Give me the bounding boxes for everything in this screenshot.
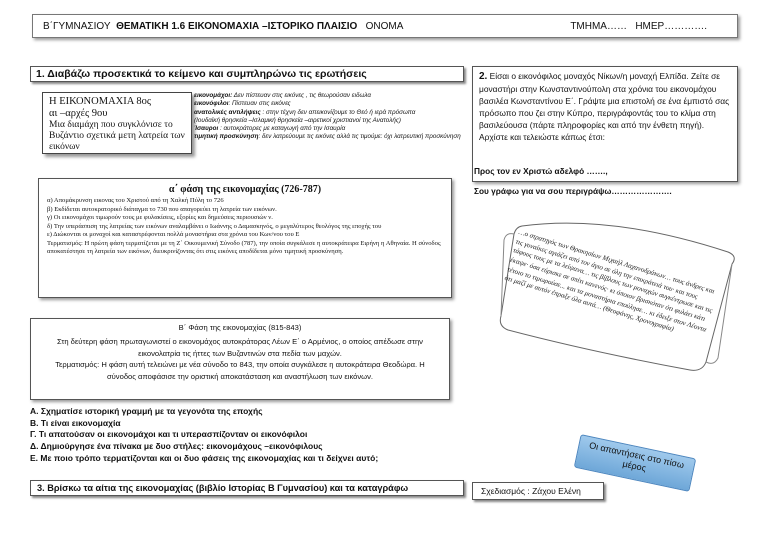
phase-a-line: β) Εκδίδεται αυτοκρατορικό διάταγμα το 730 που απαγορεύει τη λατρεία των εικόνων. <box>47 205 277 213</box>
definition-item: Ίσαυροι : αυτοκράτορες με καταγωγή από την Ισαυρία <box>194 125 346 133</box>
definition-item: (Ιουδαϊκή θρησκεία –Ισλαμική θρησκεία –αιρετικοί χριστιανοί της Ανατολής) <box>194 116 402 124</box>
phase-b-end: Τερματισμός: Η φάση αυτή τελειώνει με νέα σύνοδο το 843, την οποία συγκάλεσε η αυτοκράτειρα Θεοδώρα. Η σύνοδος αποφάσισε την οριστική αποκατάσταση και αναστήλωση των εικόνων. <box>55 360 425 381</box>
class-label: ΤΜΗΜΑ…… <box>570 21 627 32</box>
unit-title: ΘΕΜΑΤΙΚΗ 1.6 ΕΙΚΟΝΟΜΑΧΙΑ –ΙΣΤΟΡΙΚΟ ΠΛΑΙΣΙΟ <box>116 21 358 32</box>
task-item: Α. Σχηματίσε ιστορική γραμμή με τα γεγονότα της εποχής <box>30 406 263 416</box>
definitions-list <box>194 92 462 166</box>
school-label: Β΄ΓΥΜΝΑΣΙΟΥ <box>43 21 111 32</box>
design-credit: Σχεδιασμός : Ζάχου Ελένη <box>472 482 604 500</box>
phase-b-text: Στη δεύτερη φάση πρωταγωνιστεί ο εικονομάχος αυτοκράτορας Λέων Ε΄ ο Αρμένιος, ο οποίος απέδωσε στην εικονολατρία τις ήττες των Βυζαντινών στα πεδία των μαχών. <box>57 337 423 358</box>
phase-b-title: Β΄ Φάση της εικονομαχίας (815-843) <box>178 323 302 332</box>
task-item: Δ. Δημιούργησε ένα πίνακα με δυο στήλες: εικονομάχους –εικονόφιλους <box>30 440 323 451</box>
question-2-box <box>472 66 738 182</box>
phase-a-line: γ) Οι εικονομάχοι τιμωρούν τους με φυλακίσεις, εξορίες και δημεύσεις περιουσιών ν. <box>47 214 273 222</box>
topic-description: Μια διαμάχη που συγκλόνισε το Βυζάντιο σχετικά μετη λατρεία των εικόνων <box>49 120 185 152</box>
task-item: Γ. Τι απατούσαν οι εικονομάχοι και τι υπερασπίζονταν οι εικονόφιλοι <box>30 429 308 440</box>
task-item: Ε. Με ποιο τρόπο τερματίζονται και οι δυο φάσεις της εικονομαχίας και τι δείχνει αυτό; <box>30 452 379 463</box>
tasks-list <box>30 406 460 466</box>
topic-title: Η ΕΙΚΟΝΟΜΑΧΙΑ 8ος <box>49 96 152 107</box>
question-1-heading: 1. Διαβάζω προσεκτικά το κείμενο και συμπληρώνω τις ερωτήσεις <box>30 66 464 82</box>
definition-item: τιμητική προσκύνηση: δεν λατρεύουμε τις εικόνες αλλά τις τιμούμε: όχι λατρευτική προσκύνηση <box>194 133 461 141</box>
phase-a-title: α΄ φάση της εικονομαχίας (726-787) <box>168 184 322 195</box>
letter-salutation: Προς τον εν Χριστώ αδελφό ……., <box>474 166 608 176</box>
question-2-number: 2. <box>479 71 488 82</box>
topic-box <box>42 92 192 154</box>
phase-a-box <box>38 178 452 298</box>
name-label: ΟΝΟΜΑ <box>365 21 404 32</box>
definition-item: εικονομάχοι: Δεν πίστευαν στις εικόνες , τις θεωρούσαν ειδωλα <box>194 92 371 99</box>
definition-item: εικονόφιλοι: Πίστευαν στις εικόνες <box>194 100 291 108</box>
question-3-heading: 3. Βρίσκω τα αίτια της εικονομαχίας (βιβλίο Ιστορίας Β Γυμνασίου) και τα καταγράφω <box>30 480 464 496</box>
topic-subtitle: αι –αρχές 9ου <box>49 108 108 120</box>
phase-a-line: ε) Διώκονται οι μοναχοί και καταστρέφονται πολλά μοναστήρια στα χρόνια του Κων/νου του Ε <box>47 231 300 239</box>
definition-item: ανατολικές αντιλήψεις : στην τέχνη δεν απεικονίζουμε το Θεό ή ιερά πρόσωπα <box>194 108 416 116</box>
task-item: Β. Τι είναι εικονομαχία <box>30 417 121 428</box>
phase-a-line: δ) Την υπεράσπιση της λατρείας των εικόνων αναλαμβάνει ο Ιωάννης ο Δαμασκηνός, ο μεγαλύτερος θεολόγος της εποχής του <box>47 222 382 230</box>
letter-opening: Σου γράφω για να σου περιγράψω…………………. <box>474 186 672 196</box>
phase-b-box <box>30 318 450 400</box>
question-2-text: Είσαι ο εικονόφιλος μοναχός Νίκων/η μοναχή Ελπίδα. Ζείτε σε μοναστήρι στην Κωνσταντινούπολη στα χρόνια του εικονομάχου βασιλέα Κωνσταντίνου Ε΄. Γράψτε μια επιστολή σε ένα έμπιστό σας πρόσωπο που ζει στην Κύπρο, περιγράφοντάς του το κλίμα στη βασιλεύουσα (πάρτε πληροφορίες και από την ένθετη πηγή). Αρχίστε και τελειώστε κάπως έτσι: <box>479 71 730 142</box>
phase-a-line: Τερματισμός: Η πρώτη φάση τερματίζεται με τη Ζ΄ Οικουμενική Σύνοδο (787), την οποία συγκάλεσε η αυτοκράτειρα Ειρήνη η Αθηναία. Η σύνοδος αποκατέστησε τη λατρεία των εικόνων, διευκρινίζοντας ότι στις εικόνες αποδίδεται μόνο τιμητική προσκύνηση. <box>47 239 441 256</box>
source-quote: …ο στρατηγός των Θρακησίων Μιχαήλ Λαχανοδράκων… τους άνδρες και τις γυναίκες αγιάζει από τον άγιο σε όλη την επικράτειά του· και τους τάφους τους με τα λείψανα… τις βίβλους των μοναχών συγκέντρωσε και τις έκαψε· όσα εύρισκε σε σπίτι κανενός· κι όποιον βρισκόταν ότι φυλάει κάτι τέτοιο το τιμωρούσε... και τα μοναστήρια επούλησε… κι έδειξε στον Λέοντα ότι μαζί με αυτόν έπραξε όλα αυτά… (Θεοφάνης, Χρονογραφία) <box>503 228 716 334</box>
worksheet-header <box>32 14 738 38</box>
answers-ribbon: Οι απαντήσεις στο πίσω μέρος <box>574 434 696 492</box>
phase-a-line: α) Απομάκρυνση εικονας του Χριστού από τη Χαλκή Πύλη το 726 <box>47 197 224 204</box>
date-label: ΗΜΕΡ…………. <box>635 21 707 32</box>
